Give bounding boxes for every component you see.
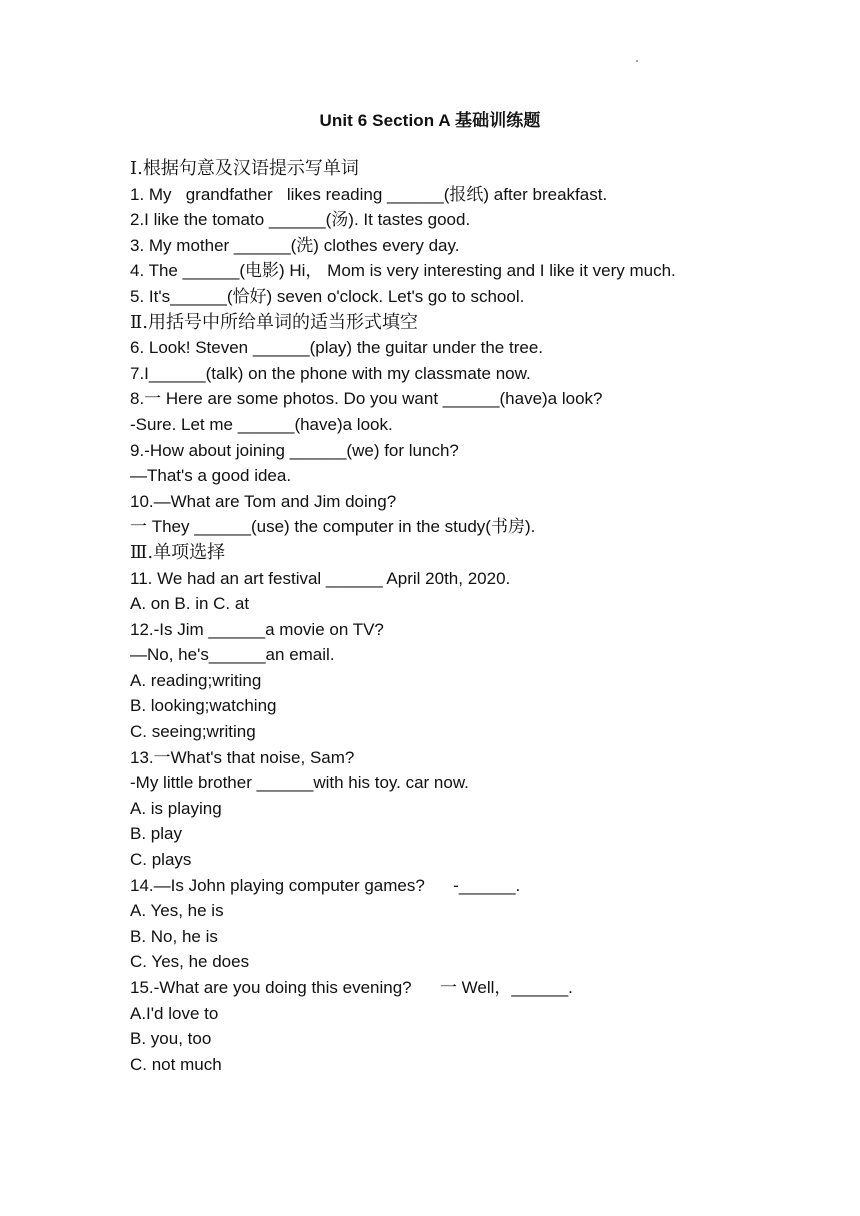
exercise-line: C. not much bbox=[130, 1054, 222, 1074]
exercise-line: -Sure. Let me ______(have)a look. bbox=[130, 414, 393, 434]
exercise-line: 10.—What are Tom and Jim doing? bbox=[130, 491, 397, 511]
exercise-line: —That's a good idea. bbox=[130, 466, 292, 486]
exercise-line: 12.-Is Jim ______a movie on TV? bbox=[130, 619, 384, 639]
exercise-line: 11. We had an art festival ______ April 20th, 2020. bbox=[130, 568, 511, 588]
exercise-line: B. you, too bbox=[130, 1029, 212, 1049]
exercise-line: 13.一What's that noise, Sam? bbox=[130, 747, 355, 767]
exercise-line: A. reading;writing bbox=[130, 670, 262, 690]
exercise-line: 1. My grandfather likes reading ______(报纸) after breakfast. bbox=[130, 184, 608, 204]
exercise-line: 2.I like the tomato ______(汤). It tastes good. bbox=[130, 210, 471, 230]
exercise-line: A. Yes, he is bbox=[130, 901, 224, 921]
exercise-line: B. looking;watching bbox=[130, 696, 277, 716]
exercise-line: 14.—Is John playing computer games? -______. bbox=[130, 875, 521, 895]
exercise-line: A. is playing bbox=[130, 798, 222, 818]
exercise-body bbox=[130, 156, 730, 1077]
page-title: Unit 6 Section A 基础训练题 bbox=[319, 111, 541, 130]
exercise-line: -My little brother ______with his toy. car now. bbox=[130, 773, 469, 793]
section-heading: Ⅲ.单项选择 bbox=[130, 541, 226, 563]
exercise-line: 4. The ______(电影) Hi， Mom is very interesting and I like it very much. bbox=[130, 261, 676, 281]
exercise-line: A.I'd love to bbox=[130, 1003, 219, 1023]
section-heading: Ⅰ.根据句意及汉语提示写单词 bbox=[130, 158, 359, 179]
exercise-line: 15.-What are you doing this evening? 一 Well，______. bbox=[130, 978, 573, 997]
exercise-line: C. plays bbox=[130, 850, 192, 870]
exercise-line: 6. Look! Steven ______(play) the guitar under the tree. bbox=[130, 338, 543, 358]
exercise-line: 9.-How about joining ______(we) for lunch? bbox=[130, 440, 459, 460]
exercise-line: C. Yes, he does bbox=[130, 952, 250, 972]
exercise-line: B. No, he is bbox=[130, 926, 218, 946]
exercise-line: 8.一 Here are some photos. Do you want ______(have)a look? bbox=[130, 389, 603, 409]
exercise-line: 一 They ______(use) the computer in the study(书房). bbox=[130, 517, 536, 537]
exercise-line: 5. It's______(恰好) seven o'clock. Let's go to school. bbox=[130, 286, 525, 306]
exercise-line: B. play bbox=[130, 824, 182, 844]
exercise-line: 7.I______(talk) on the phone with my classmate now. bbox=[130, 363, 531, 383]
section-heading: Ⅱ.用括号中所给单词的适当形式填空 bbox=[130, 311, 418, 333]
exercise-line: C. seeing;writing bbox=[130, 722, 256, 742]
exercise-line: A. on B. in C. at bbox=[130, 594, 250, 614]
exercise-line: —No, he's______an email. bbox=[130, 645, 335, 665]
exercise-line: 3. My mother ______(洗) clothes every day. bbox=[130, 235, 460, 255]
page-dot-mark bbox=[636, 60, 638, 62]
